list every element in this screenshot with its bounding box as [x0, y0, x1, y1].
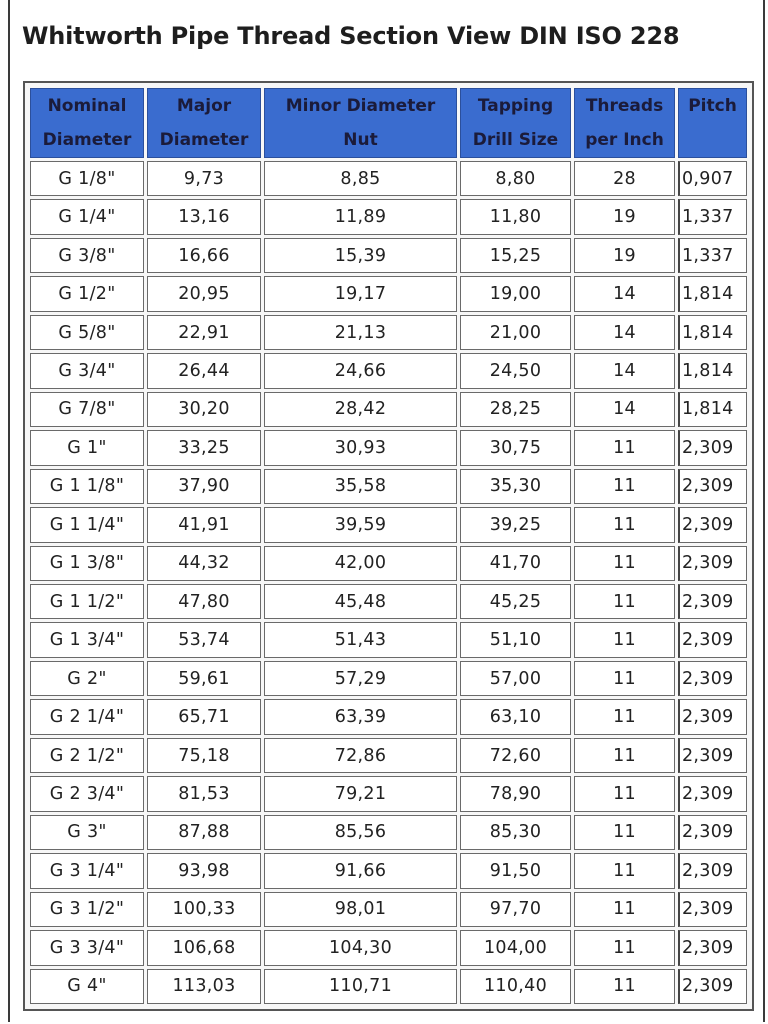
major-diameter-cell: 16,66: [147, 238, 261, 273]
pitch-cell: 2,309: [678, 507, 747, 542]
column-header-line: Drill Size: [472, 130, 559, 150]
pitch-cell: 2,309: [678, 969, 747, 1004]
major-diameter-cell: 47,80: [147, 584, 261, 619]
table-row: [30, 584, 747, 619]
minor-diameter-nut-cell: 35,58: [264, 469, 457, 504]
nominal-diameter-cell: G 3 1/2": [30, 892, 144, 927]
table-row: [30, 353, 747, 388]
minor-diameter-nut-cell: 42,00: [264, 546, 457, 581]
threads-per-inch-cell: 14: [574, 353, 675, 388]
table-row: [30, 930, 747, 965]
table-row: [30, 469, 747, 504]
table-row: [30, 969, 747, 1004]
minor-diameter-nut-cell: 110,71: [264, 969, 457, 1004]
column-header-line: Minor Diameter: [285, 96, 436, 116]
pitch-cell: 1,337: [678, 238, 747, 273]
tapping-drill-size-cell: 35,30: [460, 469, 571, 504]
tapping-drill-size-cell: 63,10: [460, 699, 571, 734]
tapping-drill-size-cell: 104,00: [460, 930, 571, 965]
minor-diameter-nut-cell: 98,01: [264, 892, 457, 927]
minor-diameter-nut-cell: 79,21: [264, 776, 457, 811]
table-row: [30, 315, 747, 350]
pitch-cell: 1,814: [678, 315, 747, 350]
tapping-drill-size-cell: 57,00: [460, 661, 571, 696]
threads-per-inch-cell: 11: [574, 815, 675, 850]
major-diameter-cell: 26,44: [147, 353, 261, 388]
pitch-cell: 2,309: [678, 622, 747, 657]
nominal-diameter-cell: G 2 1/2": [30, 738, 144, 773]
threads-per-inch-cell: 11: [574, 622, 675, 657]
threads-per-inch-cell: 11: [574, 699, 675, 734]
nominal-diameter-cell: G 5/8": [30, 315, 144, 350]
tapping-drill-size-cell: 41,70: [460, 546, 571, 581]
column-header-line: Pitch: [688, 96, 737, 116]
pitch-cell: 2,309: [678, 892, 747, 927]
major-diameter-cell: 22,91: [147, 315, 261, 350]
tapping-drill-size-cell: 30,75: [460, 430, 571, 465]
minor-diameter-nut-cell: 19,17: [264, 276, 457, 311]
tapping-drill-size-cell: 11,80: [460, 199, 571, 234]
threads-per-inch-cell: 28: [574, 161, 675, 196]
threads-per-inch-cell: 11: [574, 661, 675, 696]
pitch-cell: 2,309: [678, 815, 747, 850]
major-diameter-cell: 81,53: [147, 776, 261, 811]
tapping-drill-size-cell: 78,90: [460, 776, 571, 811]
column-header-line: Nut: [343, 130, 378, 150]
major-diameter-cell: 9,73: [147, 161, 261, 196]
major-diameter-cell: 30,20: [147, 392, 261, 427]
pitch-cell: 1,337: [678, 199, 747, 234]
major-diameter-cell: 20,95: [147, 276, 261, 311]
nominal-diameter-cell: G 3 1/4": [30, 853, 144, 888]
tapping-drill-size-cell: 19,00: [460, 276, 571, 311]
tapping-drill-size-cell: 85,30: [460, 815, 571, 850]
nominal-diameter-cell: G 7/8": [30, 392, 144, 427]
major-diameter-cell: 75,18: [147, 738, 261, 773]
threads-per-inch-cell: 11: [574, 430, 675, 465]
column-header-line: Diameter: [159, 130, 249, 150]
pitch-cell: 2,309: [678, 853, 747, 888]
minor-diameter-nut-cell: 63,39: [264, 699, 457, 734]
threads-per-inch-cell: 11: [574, 969, 675, 1004]
major-diameter-cell: 106,68: [147, 930, 261, 965]
major-diameter-cell: 41,91: [147, 507, 261, 542]
nominal-diameter-cell: G 1 1/8": [30, 469, 144, 504]
nominal-diameter-cell: G 1 3/8": [30, 546, 144, 581]
column-header-line: [679, 123, 746, 157]
table-row: [30, 661, 747, 696]
threads-per-inch-cell: 11: [574, 546, 675, 581]
major-diameter-cell: 33,25: [147, 430, 261, 465]
pitch-cell: 2,309: [678, 661, 747, 696]
table-row: [30, 738, 747, 773]
threads-per-inch-cell: 11: [574, 853, 675, 888]
pitch-cell: 2,309: [678, 430, 747, 465]
threads-per-inch-cell: 11: [574, 892, 675, 927]
column-header-line: Nominal: [47, 96, 127, 116]
column-header-line: Diameter: [42, 130, 132, 150]
threads-per-inch-cell: 11: [574, 469, 675, 504]
table-body: [30, 161, 747, 1004]
threads-per-inch-cell: 19: [574, 238, 675, 273]
pitch-cell: 2,309: [678, 584, 747, 619]
minor-diameter-nut-cell: 45,48: [264, 584, 457, 619]
minor-diameter-nut-cell: 21,13: [264, 315, 457, 350]
table-row: [30, 238, 747, 273]
nominal-diameter-cell: G 4": [30, 969, 144, 1004]
pitch-cell: 1,814: [678, 392, 747, 427]
threads-per-inch-cell: 11: [574, 930, 675, 965]
thread-table-container: [23, 81, 754, 1011]
nominal-diameter-cell: G 1 3/4": [30, 622, 144, 657]
table-row: [30, 622, 747, 657]
column-header-line: Major: [176, 96, 232, 116]
pitch-cell: 2,309: [678, 469, 747, 504]
column-header-line: per Inch: [585, 130, 664, 150]
pitch-cell: 1,814: [678, 276, 747, 311]
table-row: [30, 507, 747, 542]
minor-diameter-nut-cell: 72,86: [264, 738, 457, 773]
threads-per-inch-cell: 14: [574, 392, 675, 427]
table-row: [30, 699, 747, 734]
table-row: [30, 892, 747, 927]
major-diameter-cell: 53,74: [147, 622, 261, 657]
table-row: [30, 815, 747, 850]
table-row: [30, 276, 747, 311]
nominal-diameter-cell: G 3": [30, 815, 144, 850]
pitch-cell: 2,309: [678, 738, 747, 773]
minor-diameter-nut-cell: 91,66: [264, 853, 457, 888]
table-row: [30, 430, 747, 465]
tapping-drill-size-cell: 97,70: [460, 892, 571, 927]
major-diameter-cell: 65,71: [147, 699, 261, 734]
tapping-drill-size-cell: 21,00: [460, 315, 571, 350]
pitch-cell: 0,907: [678, 161, 747, 196]
threads-per-inch-cell: 11: [574, 738, 675, 773]
nominal-diameter-cell: G 3/4": [30, 353, 144, 388]
tapping-drill-size-cell: 24,50: [460, 353, 571, 388]
tapping-drill-size-cell: 8,80: [460, 161, 571, 196]
column-header-line: Tapping: [477, 96, 554, 116]
nominal-diameter-cell: G 1 1/2": [30, 584, 144, 619]
pitch-cell: 2,309: [678, 776, 747, 811]
threads-per-inch-cell: 11: [574, 507, 675, 542]
table-row: [30, 853, 747, 888]
minor-diameter-nut-cell: 30,93: [264, 430, 457, 465]
pitch-cell: 2,309: [678, 930, 747, 965]
pitch-cell: 2,309: [678, 546, 747, 581]
major-diameter-cell: 113,03: [147, 969, 261, 1004]
nominal-diameter-cell: G 1/2": [30, 276, 144, 311]
tapping-drill-size-cell: 45,25: [460, 584, 571, 619]
minor-diameter-nut-cell: 39,59: [264, 507, 457, 542]
nominal-diameter-cell: G 1": [30, 430, 144, 465]
header-major-diameter: [147, 88, 261, 158]
pitch-cell: 2,309: [678, 699, 747, 734]
tapping-drill-size-cell: 39,25: [460, 507, 571, 542]
threads-per-inch-cell: 11: [574, 584, 675, 619]
table-row: [30, 161, 747, 196]
header-pitch: [678, 88, 747, 158]
tapping-drill-size-cell: 15,25: [460, 238, 571, 273]
tapping-drill-size-cell: 91,50: [460, 853, 571, 888]
table-row: [30, 776, 747, 811]
column-header-line: Threads: [585, 96, 664, 116]
nominal-diameter-cell: G 3 3/4": [30, 930, 144, 965]
nominal-diameter-cell: G 2 1/4": [30, 699, 144, 734]
nominal-diameter-cell: G 2 3/4": [30, 776, 144, 811]
major-diameter-cell: 87,88: [147, 815, 261, 850]
table-row: [30, 199, 747, 234]
table-row: [30, 546, 747, 581]
major-diameter-cell: 59,61: [147, 661, 261, 696]
table-header-row: [30, 88, 747, 158]
thread-table: [27, 85, 750, 1007]
major-diameter-cell: 44,32: [147, 546, 261, 581]
nominal-diameter-cell: G 3/8": [30, 238, 144, 273]
tapping-drill-size-cell: 72,60: [460, 738, 571, 773]
major-diameter-cell: 37,90: [147, 469, 261, 504]
major-diameter-cell: 93,98: [147, 853, 261, 888]
pitch-cell: 1,814: [678, 353, 747, 388]
major-diameter-cell: 13,16: [147, 199, 261, 234]
table-row: [30, 392, 747, 427]
tapping-drill-size-cell: 28,25: [460, 392, 571, 427]
tapping-drill-size-cell: 110,40: [460, 969, 571, 1004]
tapping-drill-size-cell: 51,10: [460, 622, 571, 657]
minor-diameter-nut-cell: 15,39: [264, 238, 457, 273]
minor-diameter-nut-cell: 104,30: [264, 930, 457, 965]
nominal-diameter-cell: G 1/8": [30, 161, 144, 196]
minor-diameter-nut-cell: 51,43: [264, 622, 457, 657]
header-minor-diameter-nut: [264, 88, 457, 158]
minor-diameter-nut-cell: 85,56: [264, 815, 457, 850]
minor-diameter-nut-cell: 57,29: [264, 661, 457, 696]
major-diameter-cell: 100,33: [147, 892, 261, 927]
minor-diameter-nut-cell: 28,42: [264, 392, 457, 427]
nominal-diameter-cell: G 1 1/4": [30, 507, 144, 542]
header-tapping-drill-size: [460, 88, 571, 158]
minor-diameter-nut-cell: 8,85: [264, 161, 457, 196]
threads-per-inch-cell: 14: [574, 276, 675, 311]
minor-diameter-nut-cell: 24,66: [264, 353, 457, 388]
threads-per-inch-cell: 11: [574, 776, 675, 811]
threads-per-inch-cell: 14: [574, 315, 675, 350]
header-threads-per-inch: [574, 88, 675, 158]
nominal-diameter-cell: G 2": [30, 661, 144, 696]
threads-per-inch-cell: 19: [574, 199, 675, 234]
nominal-diameter-cell: G 1/4": [30, 199, 144, 234]
header-nominal-diameter: [30, 88, 144, 158]
minor-diameter-nut-cell: 11,89: [264, 199, 457, 234]
page-title: Whitworth Pipe Thread Section View DIN ISO 228: [22, 22, 680, 50]
